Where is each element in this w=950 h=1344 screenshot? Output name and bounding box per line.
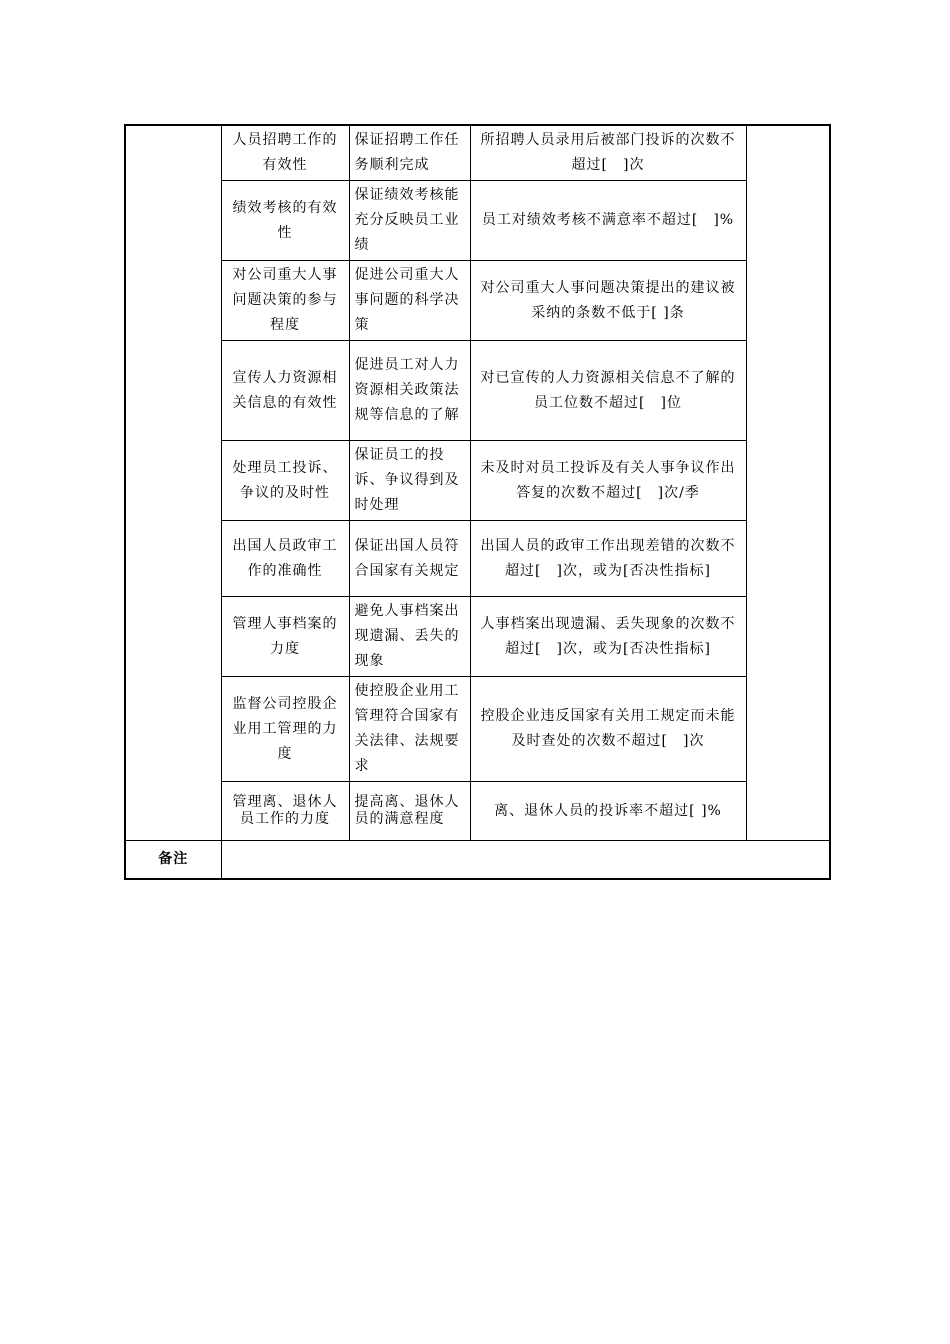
standard-cell: 未及时对员工投诉及有关人事争议作出答复的次数不超过[ ]次/季 <box>470 441 746 521</box>
table-row <box>125 677 830 782</box>
note-label: 备注 <box>125 841 221 880</box>
table-row <box>125 261 830 341</box>
indicator-cell: 宣传人力资源相关信息的有效性 <box>221 341 349 441</box>
objective-cell: 提高离、退休人员的满意程度 <box>349 782 470 841</box>
objective-cell: 保证招聘工作任务顺利完成 <box>349 125 470 181</box>
note-content <box>221 841 830 880</box>
objective-cell: 保证出国人员符合国家有关规定 <box>349 521 470 597</box>
objective-cell: 避免人事档案出现遗漏、丢失的现象 <box>349 597 470 677</box>
kpi-table <box>124 124 831 880</box>
table-row <box>125 521 830 597</box>
kpi-table-page <box>124 124 829 880</box>
table-row <box>125 181 830 261</box>
table-row <box>125 782 830 841</box>
category-cell <box>125 125 221 841</box>
indicator-cell: 绩效考核的有效性 <box>221 181 349 261</box>
indicator-cell: 出国人员政审工作的准确性 <box>221 521 349 597</box>
indicator-cell: 对公司重大人事问题决策的参与程度 <box>221 261 349 341</box>
standard-cell: 对公司重大人事问题决策提出的建议被采纳的条数不低于[ ]条 <box>470 261 746 341</box>
score-cell <box>746 125 830 841</box>
objective-cell: 促进员工对人力资源相关政策法规等信息的了解 <box>349 341 470 441</box>
standard-cell: 所招聘人员录用后被部门投诉的次数不超过[ ]次 <box>470 125 746 181</box>
standard-cell: 对已宣传的人力资源相关信息不了解的员工位数不超过[ ]位 <box>470 341 746 441</box>
objective-cell: 使控股企业用工管理符合国家有关法律、法规要求 <box>349 677 470 782</box>
table-row <box>125 341 830 441</box>
table-row <box>125 441 830 521</box>
indicator-cell: 管理离、退休人员工作的力度 <box>221 782 349 841</box>
standard-cell: 离、退休人员的投诉率不超过[ ]% <box>470 782 746 841</box>
table-row <box>125 597 830 677</box>
standard-cell: 出国人员的政审工作出现差错的次数不超过[ ]次，或为[否决性指标] <box>470 521 746 597</box>
objective-cell: 促进公司重大人事问题的科学决策 <box>349 261 470 341</box>
objective-cell: 保证员工的投诉、争议得到及时处理 <box>349 441 470 521</box>
table-row <box>125 125 830 181</box>
note-row <box>125 841 830 880</box>
standard-cell: 员工对绩效考核不满意率不超过[ ]% <box>470 181 746 261</box>
indicator-cell: 处理员工投诉、争议的及时性 <box>221 441 349 521</box>
objective-cell: 保证绩效考核能充分反映员工业绩 <box>349 181 470 261</box>
standard-cell: 控股企业违反国家有关用工规定而未能及时查处的次数不超过[ ]次 <box>470 677 746 782</box>
indicator-cell: 人员招聘工作的有效性 <box>221 125 349 181</box>
indicator-cell: 监督公司控股企业用工管理的力度 <box>221 677 349 782</box>
standard-cell: 人事档案出现遗漏、丢失现象的次数不超过[ ]次，或为[否决性指标] <box>470 597 746 677</box>
indicator-cell: 管理人事档案的力度 <box>221 597 349 677</box>
